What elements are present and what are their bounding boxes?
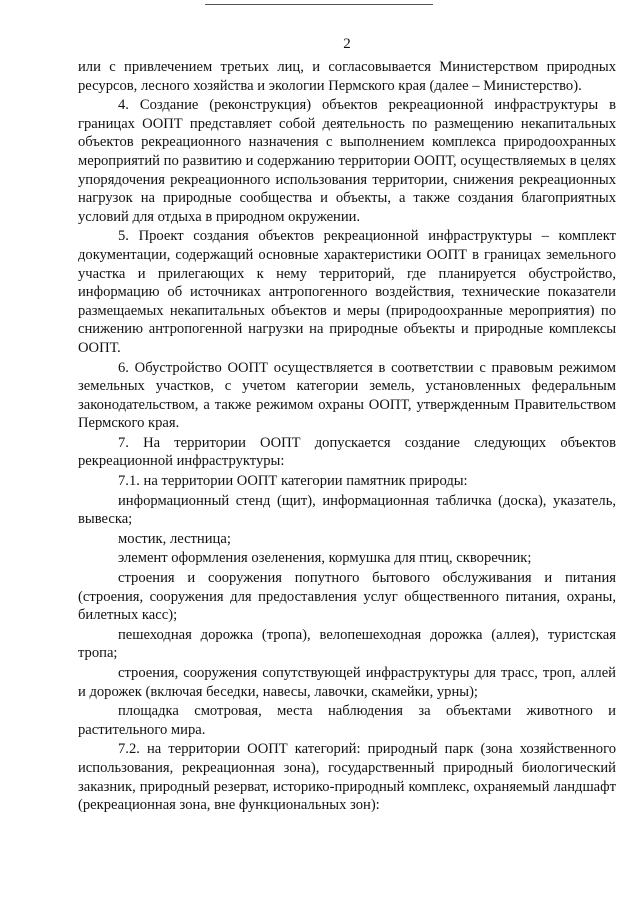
list-item-bridge: мостик, лестница; <box>118 530 231 547</box>
page-number: 2 <box>343 36 351 52</box>
document-page <box>78 34 616 815</box>
paragraph-5: 5. Проект создания объектов рекреационной инфраструктуры – комплект документации, содержащий основные характеристики ООПТ в границах земельного участка и прилегающих к нему территорий, где планируется обустройство, информацию об источниках антропогенного воздействия, технические показатели размещаемых некапитальных объектов и меры (природоохранные мероприятия) по снижению антропогенной нагрузки на природные объекты и природные комплексы ООПТ. <box>78 228 616 356</box>
list-item-trail-infrastructure: строения, сооружения сопутствующей инфраструктуры для трасс, троп, аллей и дорожек (включая беседки, навесы, лавочки, скамейки, урны); <box>78 665 616 700</box>
list-item-service-buildings: строения и сооружения попутного бытового обслуживания и питания (строения, сооружения для предоставления услуг общественного питания, охраны, билетных касс); <box>78 570 616 624</box>
list-item-paths: пешеходная дорожка (тропа), велопешеходная дорожка (аллея), туристская тропа; <box>78 626 616 662</box>
paragraph-7-2: 7.2. на территории ООПТ категорий: природный парк (зона хозяйственного использования, рекреационная зона), государственный природный биологический заказник, природный резерват, историко-природный комплекс, охраняемый ландшафт (рекреационная зона, вне функциональных зон): <box>78 741 616 814</box>
paragraph-continuation: или с привлечением третьих лиц, и согласовывается Министерством природных ресурсов, лесного хозяйства и экологии Пермского края (далее – Министерство). <box>78 59 616 94</box>
list-item-greenery: элемент оформления озеленения, кормушка для птиц, скворечник; <box>118 550 532 567</box>
list-item-info-stand: информационный стенд (щит), информационная табличка (доска), указатель, вывеска; <box>78 492 616 528</box>
top-border-line <box>205 4 433 5</box>
list-item-viewing-platform: площадка смотровая, места наблюдения за объектами животного и растительного мира. <box>78 703 616 738</box>
paragraph-7-1: 7.1. на территории ООПТ категории памятник природы: <box>118 473 468 490</box>
paragraph-6: 6. Обустройство ООПТ осуществляется в соответствии с правовым режимом земельных участков, с учетом категории земель, установленных федеральным законодательством, а также режимом охраны ООПТ, утвержденным Правительством Пермского края. <box>78 359 616 432</box>
paragraph-4: 4. Создание (реконструкция) объектов рекреационной инфраструктуры в границах ООПТ представляет собой деятельность по размещению некапитальных объектов рекреационного назначения с выполнением комплекса природоохранных мероприятий по развитию и содержанию территории ООПТ, осуществляемых в целях упорядочения рекреационного использования территории, снижения рекреационных нагрузок на природные сообщества и объекты, а также создания благоприятных условий для отдыха в природном окружении. <box>78 97 616 225</box>
paragraph-7: 7. На территории ООПТ допускается создание следующих объектов рекреационной инфраструктуры: <box>78 434 616 470</box>
